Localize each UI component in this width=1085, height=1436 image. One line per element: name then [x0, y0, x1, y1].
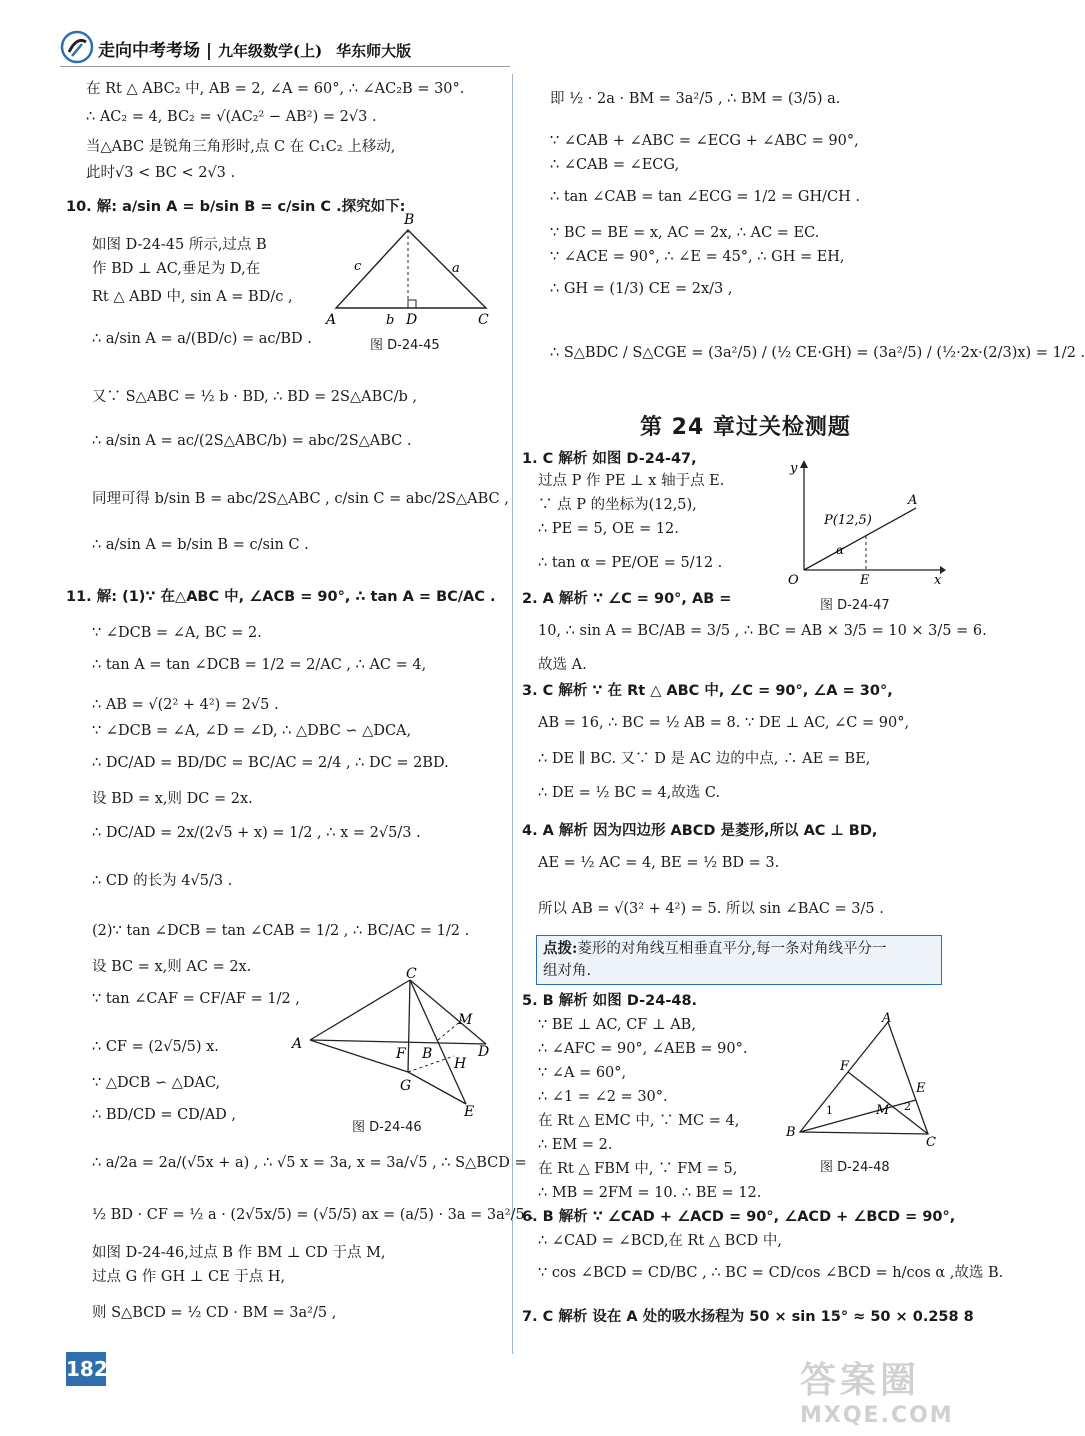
answer-6: 6. B 解析 ∵ ∠CAD + ∠ACD = 90°, ∠ACD + ∠BCD = 90°,	[522, 1209, 956, 1225]
text-line: 同理可得 b/sin B = abc/2S△ABC , c/sin C = abc/2S△ABC ,	[92, 491, 509, 507]
answer-1: 1. C 解析 如图 D-24-47,	[522, 451, 697, 467]
text-line: ∵ △DCB ∽ △DAC,	[92, 1075, 221, 1091]
header-title	[98, 36, 411, 61]
figure-d-24-48	[784, 1010, 944, 1150]
series-name: 走向中考考场	[98, 41, 200, 61]
text-line: 当△ABC 是锐角三角形时,点 C 在 C₁C₂ 上移动,	[86, 139, 396, 155]
text-line: 在 Rt △ FBM 中, ∵ FM = 5,	[538, 1161, 738, 1177]
figure-caption: 图 D-24-46	[352, 1120, 422, 1135]
text-line: 如图 D-24-46,过点 B 作 BM ⊥ CD 于点 M,	[92, 1245, 386, 1261]
watermark-top: 答案圈	[800, 1360, 921, 1401]
text-line: ∵ ∠A = 60°,	[538, 1065, 627, 1081]
answer-7: 7. C 解析 设在 A 处的吸水扬程为 50 × sin 15° ≈ 50 × 0.258 8	[522, 1309, 974, 1325]
problem-11-intro: 11. 解: (1)∵ 在△ABC 中, ∠ACB = 90°, ∴ tan A = BC/AC .	[66, 589, 496, 605]
text-line: ∵ BC = BE = x, AC = 2x, ∴ AC = EC.	[550, 225, 820, 241]
section-title: 第 24 章过关检测题	[640, 415, 851, 440]
label-E: E	[860, 573, 870, 588]
label-G: G	[400, 1078, 412, 1094]
text-line: ∴ CF = (2√5/5) x.	[92, 1039, 219, 1055]
tip-line-2: 组对角.	[543, 963, 592, 979]
text-line: 此时√3 < BC < 2√3 .	[86, 165, 236, 181]
tip-box	[536, 935, 942, 985]
label-E: E	[464, 1104, 475, 1120]
text-line: ∵ ∠ACE = 90°, ∴ ∠E = 45°, ∴ GH = EH,	[550, 249, 845, 265]
text-line: ∴ tan ∠CAB = tan ∠ECG = 1/2 = GH/CH .	[550, 189, 860, 205]
label-b: B	[404, 212, 415, 228]
tip-label: 点拨:	[543, 940, 578, 957]
tip-text-1: 菱形的对角线互相垂直平分,每一条对角线平分一	[577, 941, 887, 957]
label-A: A	[326, 312, 337, 328]
text-line: ∴ AC₂ = 4, BC₂ = √(AC₂² − AB²) = 2√3 .	[86, 109, 377, 125]
text-line: ∴ a/2a = 2a/(√5x + a) , ∴ √5 x = 3a, x = 3a/√5 , ∴ S△BCD =	[92, 1155, 527, 1171]
label-a: a	[452, 261, 460, 276]
book-logo-icon	[60, 30, 94, 64]
answer-4: 4. A 解析 因为四边形 ABCD 是菱形,所以 AC ⊥ BD,	[522, 823, 878, 839]
text-line: ∵ 点 P 的坐标为(12,5),	[538, 497, 697, 513]
text-line: 过点 G 作 GH ⊥ CE 于点 H,	[92, 1269, 286, 1285]
label-H: H	[454, 1056, 467, 1072]
text-line: 如图 D-24-45 所示,过点 B	[92, 237, 267, 253]
label-C: C	[478, 312, 489, 328]
text-line: ∵ cos ∠BCD = CD/BC , ∴ BC = CD/cos ∠BCD = h/cos α ,故选 B.	[538, 1265, 1004, 1281]
text-line: AE = ½ AC = 4, BE = ½ BD = 3.	[538, 855, 780, 871]
label-D: D	[406, 312, 418, 328]
text-line: ∴ ∠1 = ∠2 = 30°.	[538, 1089, 668, 1105]
text-line: ∵ ∠DCB = ∠A, ∠D = ∠D, ∴ △DBC ∽ △DCA,	[92, 723, 412, 739]
label-angle-2: 2	[904, 1100, 911, 1113]
text-line: ∵ ∠CAB + ∠ABC = ∠ECG + ∠ABC = 90°,	[550, 133, 859, 149]
tip-line-1	[543, 938, 886, 960]
label-B: B	[422, 1046, 433, 1062]
text-line: ∴ DC/AD = BD/DC = BC/AC = 2/4 , ∴ DC = 2BD.	[92, 755, 449, 771]
figure-d-24-47	[780, 458, 946, 588]
label-A: A	[882, 1011, 892, 1026]
text-line: ∴ AB = √(2² + 4²) = 2√5 .	[92, 697, 279, 713]
label-F: F	[396, 1046, 406, 1062]
text-line: 设 BD = x,则 DC = 2x.	[92, 791, 253, 807]
problem-10-intro: 10. 解: a/sin A = b/sin B = c/sin C .探究如下:	[66, 199, 406, 215]
figure-d-24-45	[326, 210, 496, 340]
text-line: 过点 P 作 PE ⊥ x 轴于点 E.	[538, 473, 725, 489]
text-line: 10, ∴ sin A = BC/AB = 3/5 , ∴ BC = AB × 3/5 = 10 × 3/5 = 6.	[538, 623, 987, 639]
text-line: 又∵ S△ABC = ½ b · BD, ∴ BD = 2S△ABC/b ,	[92, 389, 417, 405]
watermark	[800, 1352, 985, 1432]
text-line: ∴ S△BDC / S△CGE = (3a²/5) / (½ CE·GH) = (3a²/5) / (½·2x·(2/3)x) = 1/2 .	[550, 345, 1085, 361]
text-line: ∴ DE = ½ BC = 4,故选 C.	[538, 785, 721, 801]
text-line: ∴ ∠AFC = 90°, ∠AEB = 90°.	[538, 1041, 748, 1057]
label-b-side: b	[386, 313, 395, 328]
label-c: c	[354, 259, 362, 274]
text-line: ∴ EM = 2.	[538, 1137, 613, 1153]
text-line: ∴ a/sin A = ac/(2S△ABC/b) = abc/2S△ABC .	[92, 433, 412, 449]
watermark-bottom: MXQE.COM	[800, 1403, 954, 1428]
text-line: ∴ CD 的长为 4√5/3 .	[92, 873, 233, 889]
text-line: ∴ a/sin A = a/(BD/c) = ac/BD .	[92, 331, 312, 347]
text-line: ∴ a/sin A = b/sin B = c/sin C .	[92, 537, 309, 553]
text-line: 在 Rt △ ABC₂ 中, AB = 2, ∠A = 60°, ∴ ∠AC₂B = 30°.	[86, 81, 465, 97]
text-line: ∴ DE ∥ BC. 又∵ D 是 AC 边的中点, ∴ AE = BE,	[538, 751, 871, 767]
figure-caption: 图 D-24-48	[820, 1160, 890, 1175]
text-line: 设 BC = x,则 AC = 2x.	[92, 959, 252, 975]
label-angle-1: 1	[826, 1104, 833, 1117]
text-line: ∵ tan ∠CAF = CF/AF = 1/2 ,	[92, 991, 300, 1007]
text-line: 则 S△BCD = ½ CD · BM = 3a²/5 ,	[92, 1305, 337, 1321]
label-E: E	[916, 1081, 926, 1096]
label-C: C	[406, 966, 417, 982]
text-line: ∴ tan α = PE/OE = 5/12 .	[538, 555, 723, 571]
text-line: ∴ BD/CD = CD/AD ,	[92, 1107, 237, 1123]
figure-caption: 图 D-24-45	[370, 338, 440, 353]
text-line: 即 ½ · 2a · BM = 3a²/5 , ∴ BM = (3/5) a.	[550, 91, 841, 107]
answer-3: 3. C 解析 ∵ 在 Rt △ ABC 中, ∠C = 90°, ∠A = 30°,	[522, 683, 893, 699]
page-number: 182	[66, 1352, 106, 1386]
text-line: Rt △ ABD 中, sin A = BD/c ,	[92, 289, 293, 305]
text-line: 所以 AB = √(3² + 4²) = 5. 所以 sin ∠BAC = 3/5 .	[538, 901, 884, 917]
text-line: 在 Rt △ EMC 中, ∵ MC = 4,	[538, 1113, 740, 1129]
label-C: C	[926, 1135, 936, 1150]
label-F: F	[840, 1059, 850, 1074]
label-O: O	[788, 573, 799, 588]
text-line: ∴ GH = (1/3) CE = 2x/3 ,	[550, 281, 733, 297]
figure-d-24-46	[290, 968, 500, 1118]
text-line: ∴ PE = 5, OE = 12.	[538, 521, 679, 537]
text-line: ∴ DC/AD = 2x/(2√5 + x) = 1/2 , ∴ x = 2√5/3 .	[92, 825, 421, 841]
edition-label: 华东师大版	[336, 42, 412, 60]
text-line: (2)∵ tan ∠DCB = tan ∠CAB = 1/2 , ∴ BC/AC = 1/2 .	[92, 923, 470, 939]
label-M: M	[876, 1103, 890, 1118]
answer-5: 5. B 解析 如图 D-24-48.	[522, 993, 698, 1009]
text-line: ∴ tan A = tan ∠DCB = 1/2 = 2/AC , ∴ AC = 4,	[92, 657, 427, 673]
label-P: P(12,5)	[824, 513, 872, 528]
text-line: AB = 16, ∴ BC = ½ AB = 8. ∵ DE ⊥ AC, ∠C = 90°,	[538, 715, 910, 731]
label-x: x	[934, 573, 942, 588]
text-line: ∴ ∠CAD = ∠BCD,在 Rt △ BCD 中,	[538, 1233, 783, 1249]
label-y: y	[790, 461, 798, 476]
answer-2: 2. A 解析 ∵ ∠C = 90°, AB =	[522, 591, 732, 607]
text-line: ∴ MB = 2FM = 10. ∴ BE = 12.	[538, 1185, 762, 1201]
text-line: 作 BD ⊥ AC,垂足为 D,在	[92, 261, 261, 277]
label-A: A	[292, 1036, 303, 1052]
figure-caption: 图 D-24-47	[820, 598, 890, 613]
label-A: A	[908, 493, 918, 508]
text-line: ∵ ∠DCB = ∠A, BC = 2.	[92, 625, 262, 641]
header-separator: |	[205, 41, 213, 61]
header-rule	[60, 66, 510, 67]
text-line: ∵ BE ⊥ AC, CF ⊥ AB,	[538, 1017, 696, 1033]
label-M: M	[458, 1012, 473, 1028]
grade-label: 九年级数学(上)	[218, 42, 323, 60]
text-line: ∴ ∠CAB = ∠ECG,	[550, 157, 680, 173]
label-D: D	[478, 1044, 490, 1060]
label-alpha: α	[836, 543, 845, 557]
text-line: ½ BD · CF = ½ a · (2√5x/5) = (√5/5) ax = (a/5) · 3a = 3a²/5 .	[92, 1207, 534, 1223]
text-line: 故选 A.	[538, 657, 587, 673]
label-B: B	[786, 1125, 796, 1140]
